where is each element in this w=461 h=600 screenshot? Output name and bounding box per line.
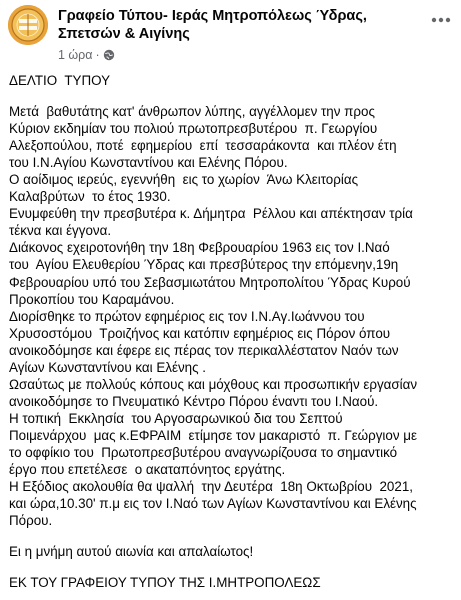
body-line: Η Εξόδιος ακολουθία θα ψαλλή την Δευτέρα 18η Οκτωβρίου 2021, bbox=[9, 479, 413, 495]
body-line: ανοικοδόμησε το Πνευματικό Κέντρο Πόρου έναντι του Ι.Ναού. bbox=[9, 393, 379, 409]
page-avatar[interactable] bbox=[8, 5, 48, 45]
body-line: Αλεξοπούλου, ποτέ εφημερίου επί τεσσαράκοντα και πλέον έτη bbox=[9, 138, 397, 154]
metropolis-seal-logo bbox=[8, 5, 48, 45]
meta-separator: · bbox=[95, 48, 100, 62]
body-line: Ποιμενάρχου μας κ.ΕΦΡΑΙΜ ετίμησε τον μακαριστό π. Γεώργιον με bbox=[9, 427, 417, 443]
post-meta bbox=[58, 47, 115, 63]
body-line: Αγίων Κωνσταντίνου και Ελένης . bbox=[9, 359, 207, 375]
body-line: του Ι.Ν.Αγίου Κωνσταντίνου και Ελένης Πόρου. bbox=[9, 155, 288, 171]
body-line: τέκνα και έγγονα. bbox=[9, 223, 112, 239]
body-line: έργο που επετέλεσε ο ακαταπόνητος εργάτης. bbox=[9, 462, 286, 478]
paragraph-gap bbox=[9, 89, 455, 103]
body-line: Διάκονος εχειροτονήθη την 18η Φεβρουαρίου 1963 εις τον Ι.Ναό bbox=[9, 240, 390, 256]
body-line: Προκοπίου του Καραμάνου. bbox=[9, 291, 175, 307]
body-line: Μετά βαθυτάτης κατ' άνθρωπον λύπης, αγγέλλομεν την προς bbox=[9, 104, 375, 120]
body-line: Φεβρουαρίου υπό του Σεβασμιωτάτου Μητροπολίτου Ύδρας Κυρού bbox=[9, 274, 411, 290]
body-line: Κύριον εκδημίαν του πολιού πρωτοπρεσβυτέρου π. Γεωργίου bbox=[9, 121, 378, 137]
paragraph-gap bbox=[9, 560, 455, 574]
globe-icon[interactable] bbox=[103, 49, 115, 61]
body-line: Ενυμφεύθη την πρεσβυτέρα κ. Δήμητρα Ρέλλου και απέκτησαν τρία bbox=[9, 206, 413, 222]
body-line: Ωσαύτως με πολλούς κόπους και μόχθους και προσωπικήν εργασίαν bbox=[9, 376, 418, 392]
body-line: Η τοπική Εκκλησία του Αργοσαρωνικού δια του Σεπτού bbox=[9, 410, 343, 426]
paragraph-gap bbox=[9, 529, 455, 543]
post-timestamp[interactable]: 1 ώρα bbox=[58, 48, 93, 62]
body-line: Ο αοίδιμος ιερεύς, εγεννήθη εις το χωρίον Άνω Κλειτορίας bbox=[9, 172, 359, 188]
body-line: Χρυσοστόμου Τροιζήνος και κατόπιν εφημέριος εις Πόρον όπου bbox=[9, 325, 391, 341]
body-line: Διορίσθηκε το πρώτον εφημέριος εις τον Ι.Ν.Αγ.Ιωάννου του bbox=[9, 308, 365, 324]
post-header bbox=[8, 5, 453, 65]
body-line: ΔΕΛΤΙΟ ΤΥΠΟΥ bbox=[9, 73, 111, 88]
body-line: ανοικοδόμησε και έφερε εις πέρας τον περικαλλέστατον Ναόν των bbox=[9, 342, 399, 358]
body-line: Καλαβρύτων το έτος 1930. bbox=[9, 189, 171, 205]
post-body-text bbox=[9, 72, 455, 591]
more-options-icon[interactable] bbox=[429, 11, 453, 29]
body-line: Ει η μνήμη αυτού αιωνία και απαλαίωτος! bbox=[9, 544, 254, 560]
body-line: ΕΚ ΤΟΥ ΓΡΑΦΕΙΟΥ ΤΥΠΟΥ ΤΗΣ Ι.ΜΗΤΡΟΠΟΛΕΩΣ bbox=[9, 575, 321, 591]
body-line: του Αγίου Ελευθερίου Ύδρας και πρεσβύτερος την επόμενην,19η bbox=[9, 257, 399, 273]
body-line: και ώρα,10.30' π.μ εις τον Ι.Ναό των Αγίων Κωνσταντίνου και Ελένης bbox=[9, 496, 417, 512]
page-name-link[interactable]: Γραφείο Τύπου- Ιεράς Μητροπόλεως Ύδρας, Σπετσών & Αιγίνης bbox=[58, 8, 367, 42]
body-line: Πόρου. bbox=[9, 513, 53, 529]
body-line: το οφφίκιο του Πρωτοπρεσβυτέρου αναγνωρίζουσα το σημαντικό bbox=[9, 444, 398, 460]
